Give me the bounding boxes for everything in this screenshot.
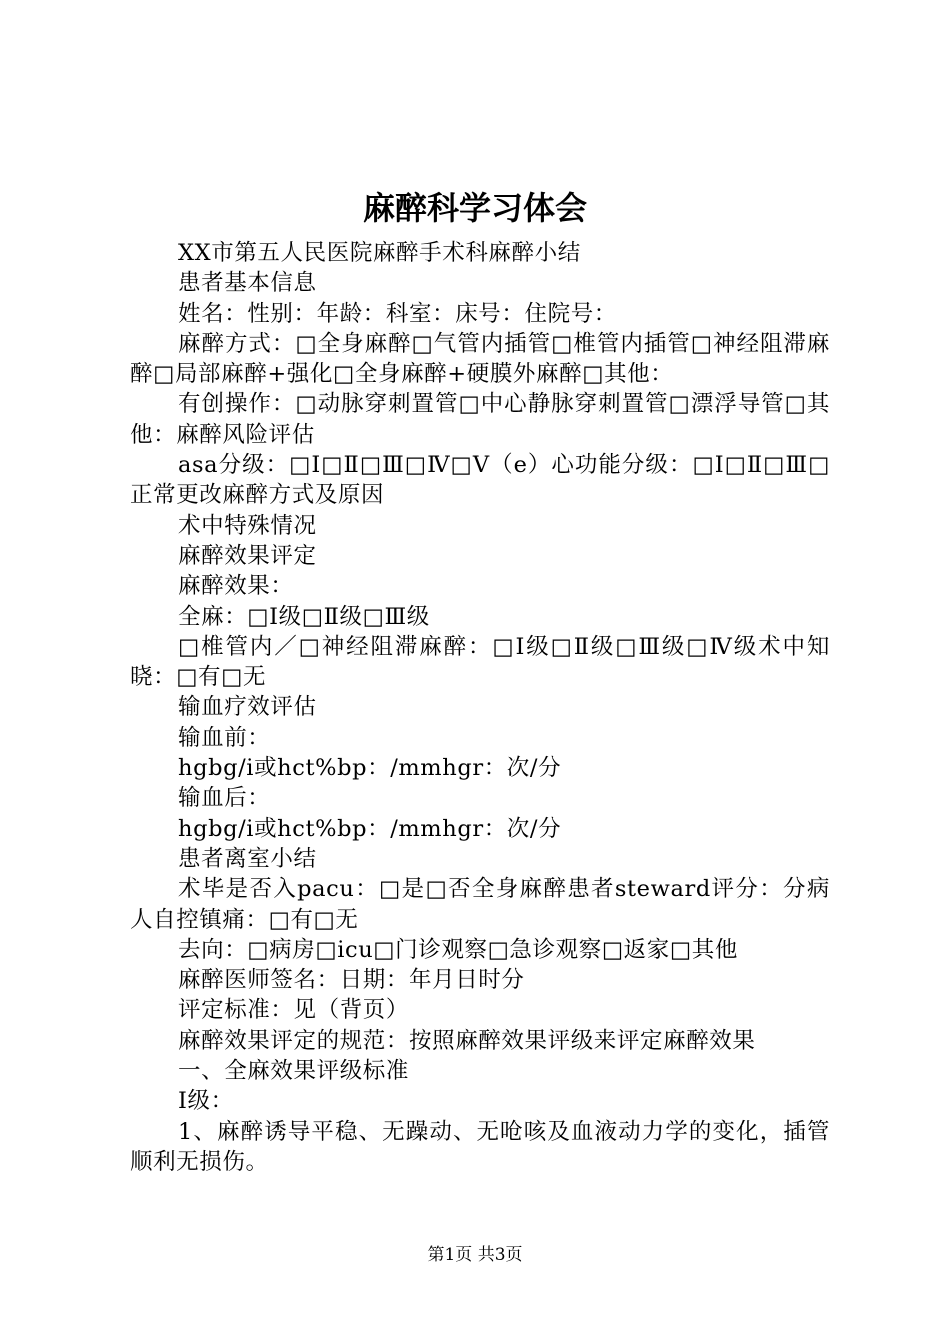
paragraph: 评定标准：见（背页） [178,997,410,1024]
paragraph: asa分级：□Ⅰ□Ⅱ□Ⅲ□Ⅳ□Ⅴ（e）心功能分级：□Ⅰ□Ⅱ□Ⅲ□正常更改麻醉方式及原因 [130,452,830,509]
paragraph: 一、全麻效果评级标准 [178,1058,410,1085]
paragraph: 患者离室小结 [178,845,317,872]
paragraph: 姓名：性别：年龄：科室：床号：住院号： [178,300,617,327]
paragraph: hgbg/i或hct%bp：/mmhgr：次/分 [178,815,562,842]
paragraph: XX市第五人民医院麻醉手术科麻醉小结 [178,240,581,266]
paragraph: 麻醉效果： [178,573,294,600]
paragraph: hgbg/i或hct%bp：/mmhgr：次/分 [178,755,562,782]
paragraph: 麻醉效果评定的规范：按照麻醉效果评级来评定麻醉效果 [178,1027,756,1054]
paragraph: 麻醉方式：□全身麻醉□气管内插管□椎管内插管□神经阻滞麻醉□局部麻醉+强化□全身麻醉+硬膜外麻醉□其他： [130,330,830,388]
paragraph: 术中特殊情况 [178,512,317,539]
paragraph: 麻醉效果评定 [178,542,317,569]
paragraph: 输血前： [178,724,271,751]
paragraph: 麻醉医师签名：日期：年月日时分 [178,967,525,994]
paragraph: 输血后： [178,785,271,812]
paragraph: 患者基本信息 [178,270,317,297]
paragraph: 有创操作：□动脉穿刺置管□中心静脉穿刺置管□漂浮导管□其他：麻醉风险评估 [130,391,830,448]
document-body [130,238,830,1177]
paragraph: 1、麻醉诱导平稳、无躁动、无呛咳及血液动力学的变化，插管顺利无损伤。 [130,1118,830,1175]
paragraph: □椎管内／□神经阻滞麻醉：□Ⅰ级□Ⅱ级□Ⅲ级□Ⅳ级术中知晓：□有□无 [130,633,830,691]
paragraph: 输血疗效评估 [178,694,317,721]
paragraph: 全麻：□Ⅰ级□Ⅱ级□Ⅲ级 [178,603,430,630]
page-footer: 第1页 共3页 [427,1245,523,1265]
paragraph: 去向：□病房□icu□门诊观察□急诊观察□返家□其他 [178,936,738,963]
paragraph: Ⅰ级： [178,1088,234,1115]
paragraph: 术毕是否入pacu：□是□否全身麻醉患者steward评分：分病人自控镇痛：□有□无 [130,876,830,933]
document-title: 麻醉科学习体会 [362,189,587,227]
